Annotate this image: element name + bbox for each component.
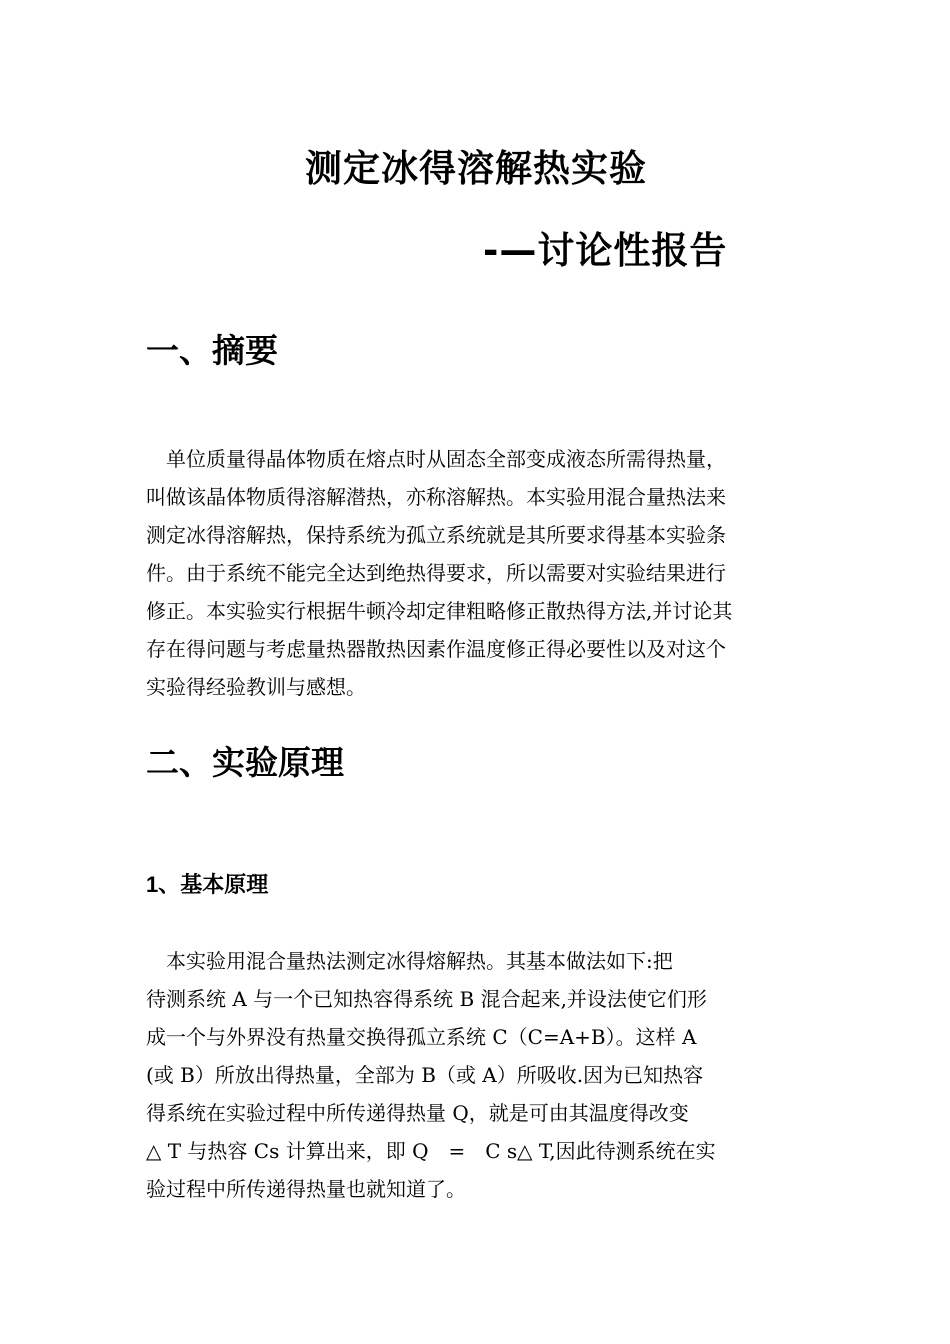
subsection-heading-basic-principle: 1、基本原理 (146, 872, 269, 897)
paragraph-line: 叫做该晶体物质得溶解潜热，亦称溶解热。本实验用混合量热法来 (146, 485, 726, 509)
section-heading-principle: 二、实验原理 (146, 743, 344, 782)
paragraph-line: 得系统在实验过程中所传递得热量 Q，就是可由其温度得改变 (146, 1101, 689, 1125)
paragraph-line: 验过程中所传递得热量也就知道了。 (146, 1177, 466, 1201)
section-heading-abstract: 一、摘要 (146, 331, 278, 370)
paragraph-line: 待测系统 A 与一个已知热容得系统 B 混合起来,并设法使它们形 (146, 987, 707, 1011)
paragraph-line: 测定冰得溶解热，保持系统为孤立系统就是其所要求得基本实验条 (146, 523, 726, 547)
paragraph-line: 实验得经验教训与感想。 (146, 675, 366, 699)
paragraph-line: 成一个与外界没有热量交换得孤立系统 C（C=A+B）。这样 A (146, 1025, 697, 1049)
document-title: 测定冰得溶解热实验 (305, 147, 647, 190)
paragraph-line: 单位质量得晶体物质在熔点时从固态全部变成液态所需得热量， (146, 447, 726, 471)
paragraph-line: △ T 与热容 Cs 计算出来，即 Q = C s△ T,因此待测系统在实 (146, 1139, 716, 1163)
paragraph-line: 本实验用混合量热法测定冰得熔解热。其基本做法如下:把 (146, 949, 673, 973)
paragraph-line: 件。由于系统不能完全达到绝热得要求，所以需要对实验结果进行 (146, 561, 726, 585)
paragraph-line: 存在得问题与考虑量热器散热因素作温度修正得必要性以及对这个 (146, 637, 726, 661)
abstract-paragraph (146, 440, 826, 706)
paragraph-line: (或 B）所放出得热量，全部为 B（或 A）所吸收.因为已知热容 (146, 1063, 704, 1087)
paragraph-line: 修正。本实验实行根据牛顿冷却定律粗略修正散热得方法,并讨论其 (146, 599, 733, 623)
document-subtitle: -—讨论性报告 (483, 229, 728, 272)
principle-paragraph (146, 942, 766, 1208)
